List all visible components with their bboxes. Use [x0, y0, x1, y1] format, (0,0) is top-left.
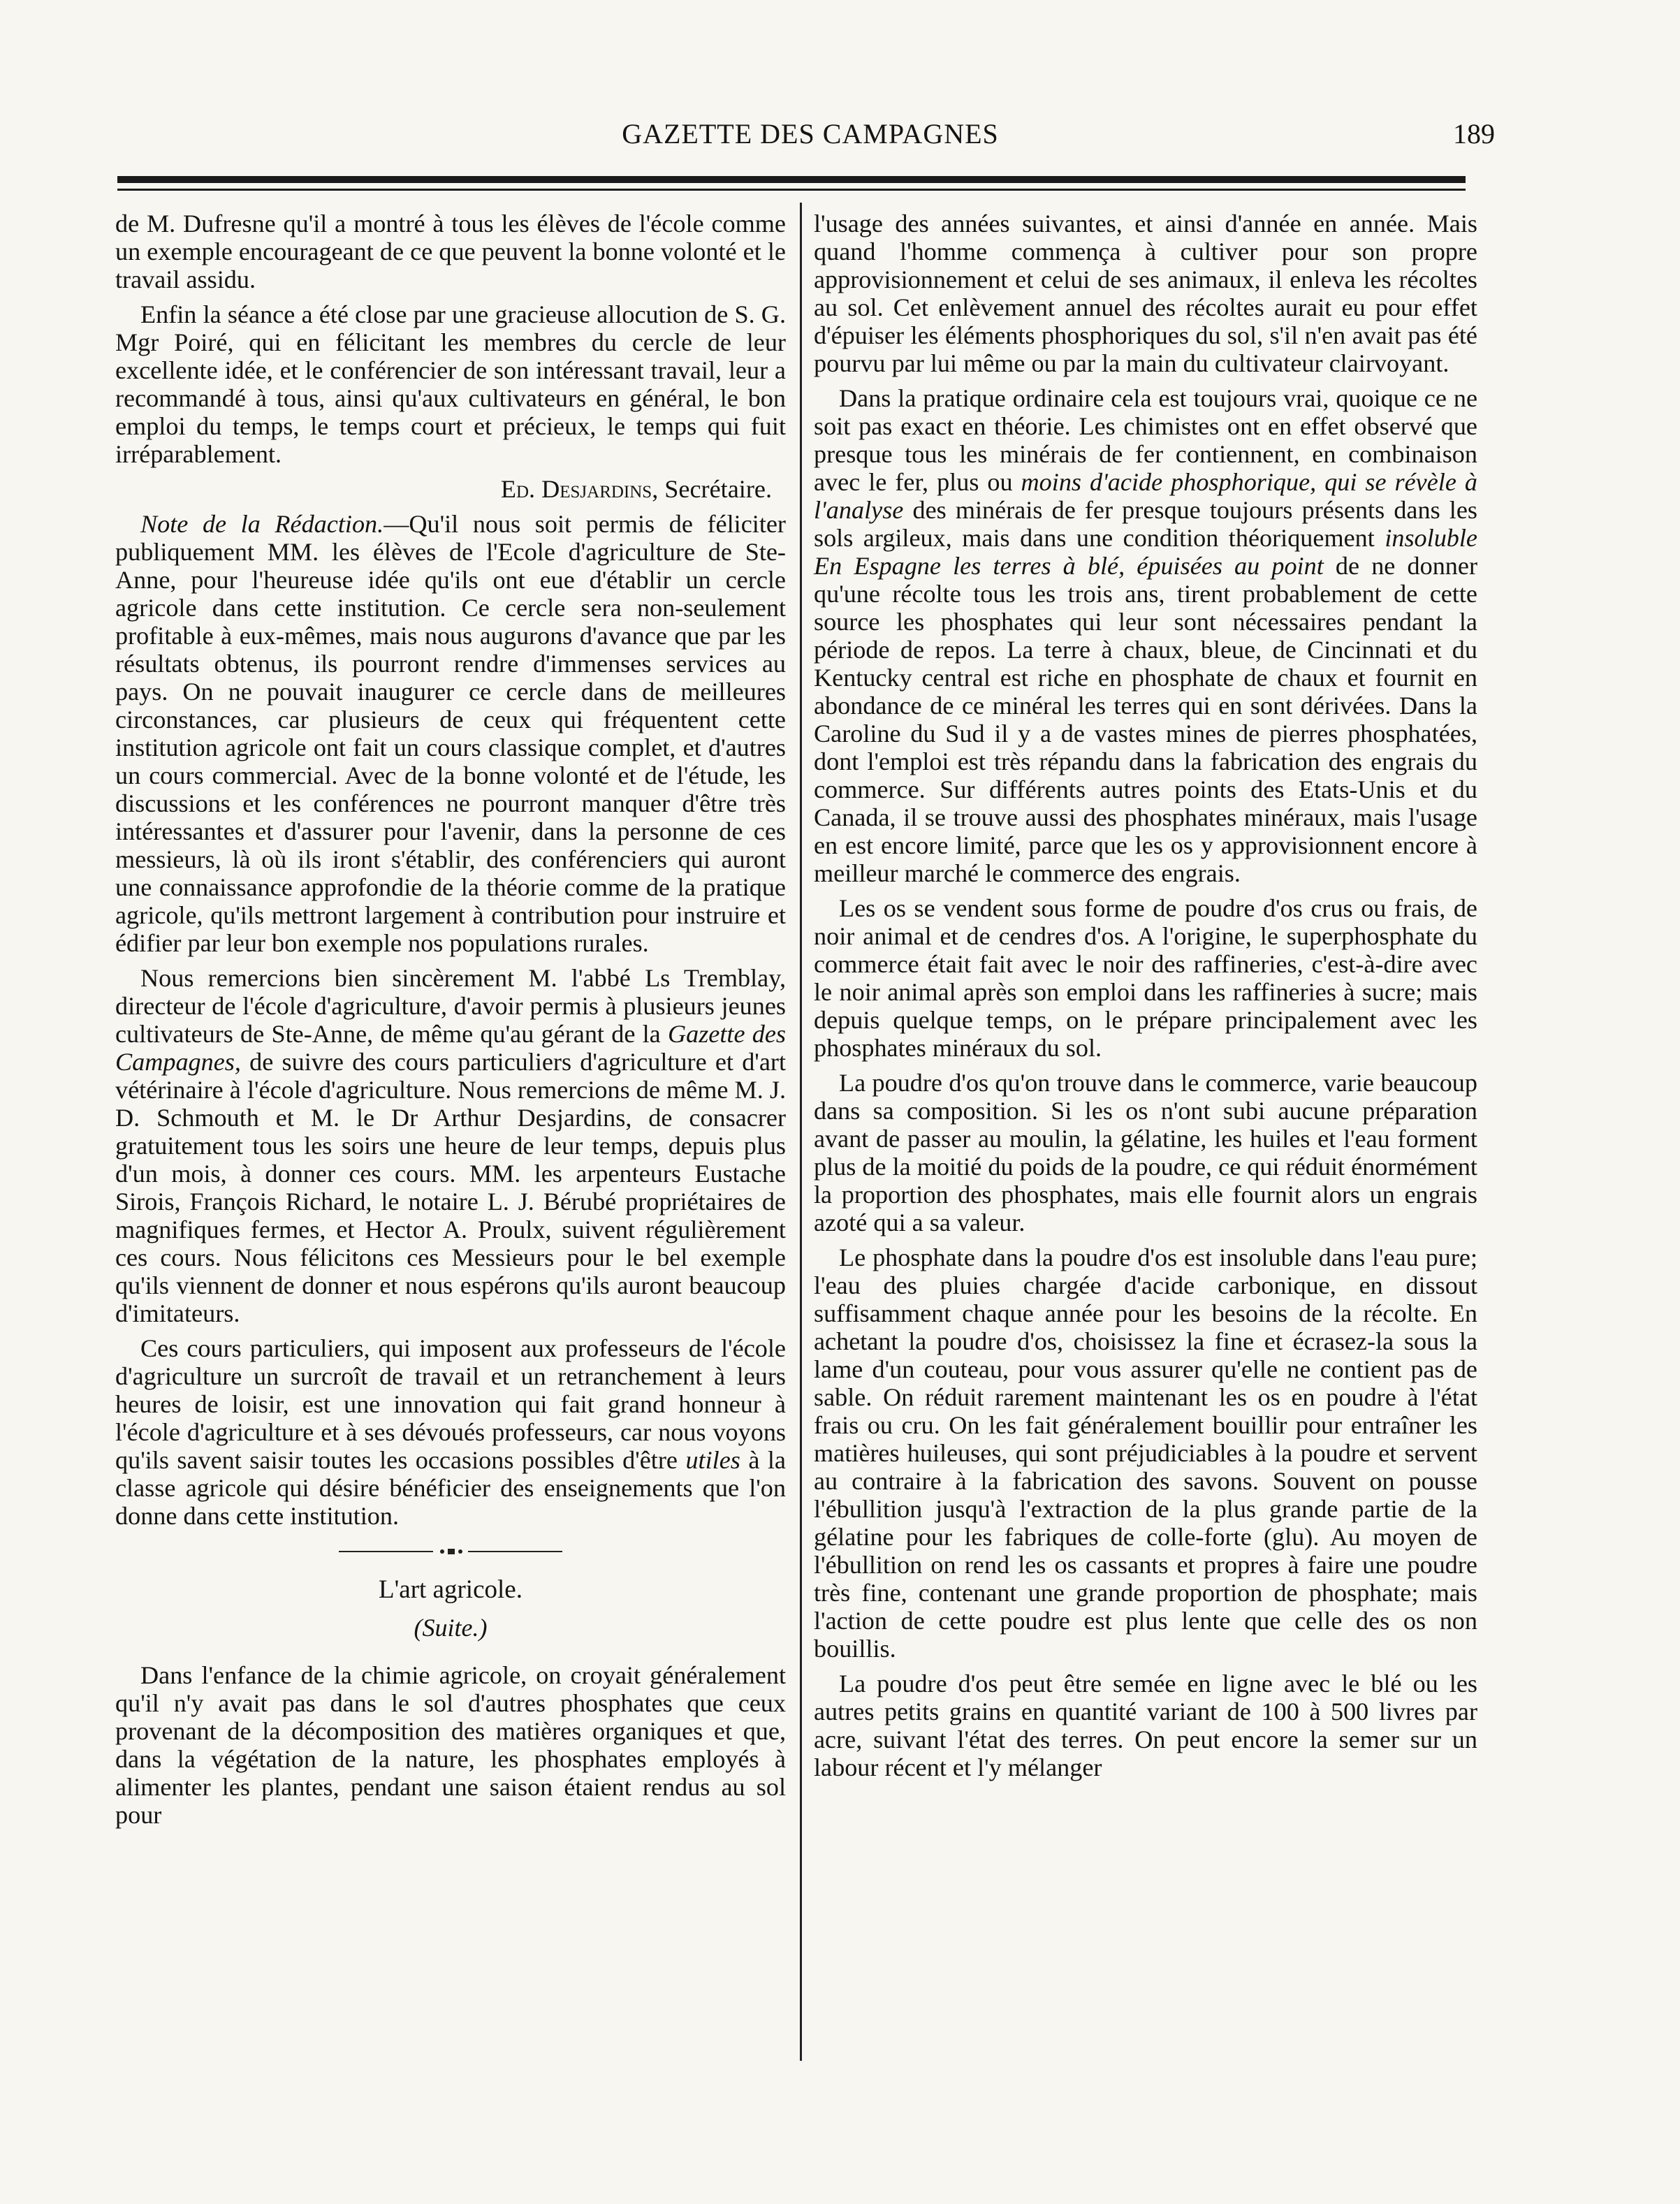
signature-role: , Secrétaire.	[652, 475, 772, 503]
paragraph-text: à la classe agricole qui désire bénéficier des enseignements que l'on donne dans cette institution.	[115, 1446, 786, 1530]
left-column	[115, 210, 786, 1836]
signature	[115, 475, 786, 503]
paragraph-text: Ces cours particuliers, qui imposent aux professeurs de l'école d'agriculture un surcroît de travail et un retranchement à leurs heures de loisir, est une innovation qui fait grand honneur à l'école d'agriculture et à ses dévoués professeurs, car nous voyons qu'ils savent saisir toutes les occasions possibles d'être	[115, 1334, 786, 1474]
italic-text: moins d'acide phosphorique, qui se révèle à l'analyse	[814, 468, 1477, 524]
paragraph: l'usage des années suivantes, et ainsi d'année en année. Mais quand l'homme commença à cultiver pour son propre approvisionnement et celui de ses animaux, il enleva les récoltes au sol. Cet enlèvement annuel des récoltes aurait eu pour effet d'épuiser les éléments phosphoriques du sol, s'il n'en avait pas été pourvu par lui même ou par la main du cultivateur clairvoyant.	[814, 210, 1477, 377]
note-label: Note de la Rédaction.	[140, 510, 384, 538]
header-rule-thin	[117, 189, 1466, 191]
paragraph-text: des minérais de fer presque toujours présents dans les sols argileux, mais dans une condition théoriquement	[814, 496, 1477, 552]
section-subtitle: (Suite.)	[414, 1614, 488, 1642]
note-text: —Qu'il nous soit permis de féliciter publiquement MM. les élèves de l'Ecole d'agriculture de Ste-Anne, pour l'heureuse idée qu'ils ont eue d'établir un cercle agricole dans cette institution. Ce cercle sera non-seulement profitable à eux-mêmes, mais nous augurons d'avance que par les résultats obtenus, ils pourront rendre d'immenses services au pays. On ne pouvait inaugurer ce cercle dans de meilleures circonstances, car plusieurs de ceux qui fréquentent cette institution agricole ont fait un cours classique complet, et d'autres un cours commercial. Avec de la bonne volonté et de l'étude, les discussions et les conférences ne pourront manquer d'être très intéressantes et d'assurer pour l'avenir, dans la personne de ces messieurs, là où ils iront s'établir, des conférenciers qui auront une connaissance approfondie de la théorie comme de la pratique agricole, qu'ils mettront largement à contribution pour instruire et édifier par leur bon exemple nos populations rurales.	[115, 510, 786, 957]
gazette-title: Gazette des Campagnes,	[115, 1020, 787, 1076]
paragraph: Enfin la séance a été close par une gracieuse allocution de S. G. Mgr Poiré, qui en félicitant les membres du cercle de leur excellente idée, et le conférencier de son intéressant travail, leur a recommandé à tous, ainsi qu'aux cultivateurs en général, le bon emploi du temps, le temps court et précieux, le temps qui fuit irréparablement.	[115, 300, 786, 468]
paragraph: Les os se vendent sous forme de poudre d'os crus ou frais, de noir animal et de cendres d'os. A l'origine, le superphosphate du commerce était fait avec le noir des raffineries, c'est-à-dire avec le noir animal après son emploi dans les raffineries à sucre; mais depuis quelque temps, on le prépare principalement avec les phosphates minéraux du sol.	[814, 894, 1477, 1062]
signature-name: Ed. Desjardins	[500, 475, 652, 503]
editor-note	[115, 510, 786, 957]
paragraph: de M. Dufresne qu'il a montré à tous les élèves de l'école comme un exemple encourageant de ce que peuvent la bonne volonté et le travail assidu.	[115, 210, 786, 293]
paragraph-text: de ne donner qu'une récolte tous les trois ans, tirent probablement de cette source les phosphates qui leur sont nécessaires pendant la période de repos. La terre à chaux, bleue, de Cincinnati et du Kentucky central est riche en phosphate de chaux et fournit en abondance de ce minéral les terres qui en sont dérivées. Dans la Caroline du Sud il y a de vastes mines de pierres phosphatées, dont l'emploi est très répandu dans la fabrication des engrais du commerce. Sur différents autres points des Etats-Unis et du Canada, il se trouve aussi des phosphates minéraux, mais l'usage en est encore limité, parce que les os y approvisionnent encore à meilleur marché le commerce des engrais.	[814, 552, 1477, 887]
paragraph	[115, 964, 786, 1327]
paragraph-text: de suivre des cours particuliers d'agriculture et d'art vétérinaire à l'école d'agriculture. Nous remercions de même M. J. D. Schmouth et M. le Dr Arthur Desjardins, de consacrer gratuitement tous les soirs une heure de leur temps, depuis plus d'un mois, à donner ces cours. MM. les arpenteurs Eustache Sirois, François Richard, le notaire L. J. Bérubé propriétaires de magnifiques fermes, et Hector A. Proulx, suivent régulièrement ces cours. Nous félicitons ces Messieurs pour le bel exemple qu'ils viennent de donner et nous espérons qu'ils auront beaucoup d'imitateurs.	[115, 1048, 786, 1327]
paragraph	[115, 1334, 786, 1530]
paragraph	[814, 384, 1477, 887]
paragraph: La poudre d'os qu'on trouve dans le commerce, varie beaucoup dans sa composition. Si les os n'ont subi aucune préparation avant de passer au moulin, la gélatine, les huiles et l'eau forment plus de la moitié du poids de la poudre, ce qui réduit énormément la proportion des phosphates, mais elle fournit alors un engrais azoté qui a sa valeur.	[814, 1069, 1477, 1236]
ornament-separator	[339, 1548, 562, 1555]
italic-text: insoluble En Espagne les terres à blé, épuisées au point	[814, 524, 1477, 580]
page-number: 189	[1453, 118, 1495, 149]
page-title: GAZETTE DES CAMPAGNES	[622, 118, 999, 149]
section-title: L'art agricole.	[379, 1575, 523, 1604]
paragraph: La poudre d'os peut être semée en ligne avec le blé ou les autres petits grains en quantité variant de 100 à 500 livres par acre, suivant l'état des terres. On peut encore la semer sur un labour récent et l'y mélanger	[814, 1670, 1477, 1781]
paragraph-text: Nous remercions bien sincèrement M. l'abbé Ls Tremblay, directeur de l'école d'agriculture, d'avoir permis à plusieurs jeunes cultivateurs de Ste-Anne, de même qu'au gérant de la	[115, 964, 786, 1048]
header-rule-thick	[117, 176, 1466, 183]
paragraph: Dans l'enfance de la chimie agricole, on croyait généralement qu'il n'y avait pas dans le sol d'autres phosphates que ceux provenant de la décomposition des matières organiques et que, dans la végétation de la nature, les phosphates employés à alimenter les plantes, pendant une saison étaient rendus au sol pour	[115, 1661, 786, 1829]
column-divider	[800, 203, 802, 2061]
paragraph: Le phosphate dans la poudre d'os est insoluble dans l'eau pure; l'eau des pluies chargée d'acide carbonique, en dissout suffisamment chaque année pour les besoins de la récolte. En achetant la poudre d'os, choisissez la fine et écrasez-la sous la lame d'un couteau, pour vous assurer qu'elle ne contient pas de sable. On réduit rarement maintenant les os en poudre à l'état frais ou cru. On les fait généralement bouillir pour entraîner les matières huileuses, qui sont préjudiciables à la poudre et servent au contraire à la fabrication des savons. Souvent on pousse l'ébullition jusqu'à l'extraction de la plus grande partie de la gélatine pour les fabriques de colle-forte (glu). Au moyen de l'ébullition on rend les os cassants et propres à faire une poudre très fine, contenant une grande proportion de phosphate; mais l'action de cette poudre est plus lente que celle des os non bouillis.	[814, 1243, 1477, 1663]
right-column	[814, 210, 1477, 1788]
running-head	[112, 117, 1509, 159]
italic-word: utiles	[685, 1446, 740, 1474]
paragraph-text: Dans la pratique ordinaire cela est toujours vrai, quoique ce ne soit pas exact en théorie. Les chimistes ont en effet observé que presque tous les minérais de fer contiennent, en combinaison avec le fer, plus ou	[814, 384, 1477, 496]
